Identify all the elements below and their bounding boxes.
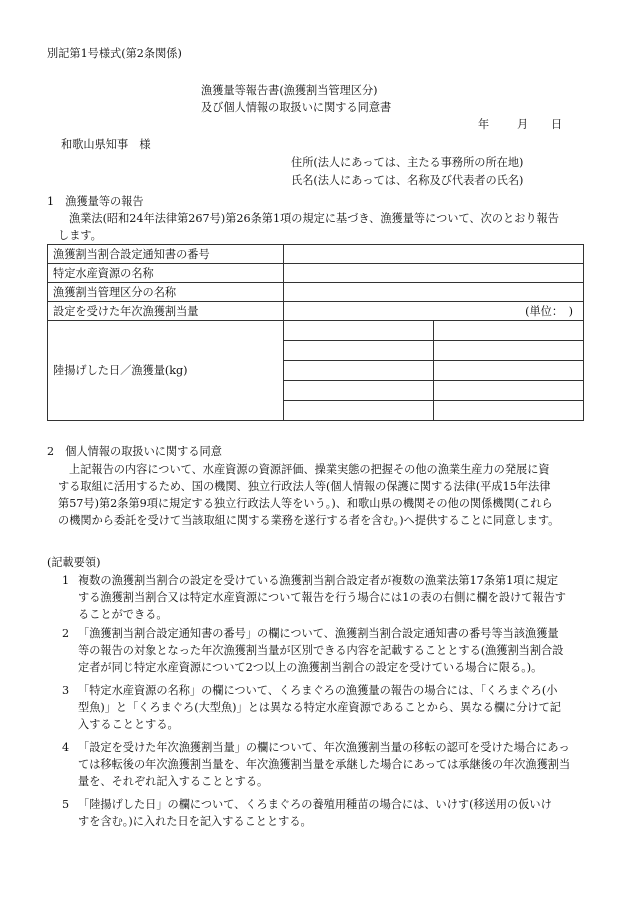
landing-date-field[interactable] bbox=[284, 321, 434, 341]
section1-body-line: します。 bbox=[58, 229, 102, 242]
row-label-annual-quota: 設定を受けた年次漁獲割当量 bbox=[48, 302, 284, 321]
title-line-1: 漁獲量等報告書(漁獲割当管理区分) bbox=[201, 84, 378, 97]
landing-date-field[interactable] bbox=[284, 361, 434, 381]
form-label: 別記第1号様式(第2条関係) bbox=[47, 47, 182, 60]
table-row bbox=[48, 264, 584, 283]
row-label-resource-name: 特定水産資源の名称 bbox=[48, 264, 284, 283]
table-row bbox=[48, 245, 584, 264]
name-label: 氏名(法人にあっては、名称及び代表者の氏名) bbox=[291, 174, 524, 187]
note-number: 5 bbox=[62, 798, 70, 811]
catch-amount-field[interactable] bbox=[434, 381, 584, 401]
table-row bbox=[48, 302, 584, 321]
notice-number-field[interactable] bbox=[284, 245, 584, 264]
management-unit-field[interactable] bbox=[284, 283, 584, 302]
date-month: 月 bbox=[517, 118, 529, 131]
note-line: する漁獲割当割合又は特定水産資源について報告を行う場合には1の表の右側に欄を設けて報告す bbox=[78, 591, 566, 604]
note-line: 「陸揚げした日」の欄について、くろまぐろの養殖用種苗の場合には、いけす(移送用の仮いけ bbox=[78, 798, 552, 811]
note-line: 「設定を受けた年次漁獲割当量」の欄について、年次漁獲割当量の移転の認可を受けた場合にあっ bbox=[78, 741, 570, 754]
note-line: 入することとする。 bbox=[78, 718, 179, 731]
section2-body-line: する取組に活用するため、国の機関、独立行政法人等(個人情報の保護に関する法律(平成15年法律 bbox=[58, 480, 551, 493]
note-line: ることができる。 bbox=[78, 608, 168, 621]
section1-body bbox=[47, 210, 559, 244]
row-label-management-unit: 漁獲割当管理区分の名称 bbox=[48, 283, 284, 302]
section2-body-line: 上記報告の内容について、水産資源の資源評価、操業実態の把握その他の漁業生産力の発展に資 bbox=[69, 463, 550, 476]
section2-body-line: の機関から委託を受けて当該取組に関する業務を遂行する者を含む。)へ提供することに同意します。 bbox=[58, 514, 560, 527]
table-row bbox=[48, 283, 584, 302]
note-number: 4 bbox=[62, 741, 70, 754]
landing-date-field[interactable] bbox=[284, 381, 434, 401]
note-line: ては移転後の年次漁獲割当量を、年次漁獲割当量を承継した場合にあっては承継後の年次漁獲割当 bbox=[78, 758, 571, 771]
title-line-2: 及び個人情報の取扱いに関する同意書 bbox=[201, 101, 392, 114]
address-label: 住所(法人にあっては、主たる事務所の所在地) bbox=[291, 156, 524, 169]
catch-amount-field[interactable] bbox=[434, 321, 584, 341]
row-label-notice-number: 漁獲割当割合設定通知書の番号 bbox=[48, 245, 284, 264]
note-line: 型魚)」と「くろまぐろ(大型魚)」とは異なる特定水産資源であることから、異なる欄に分けて記 bbox=[78, 701, 561, 714]
note-line: 定者が同じ特定水産資源について2つ以上の漁獲割当割合の設定を受けている場合に限る。)。 bbox=[78, 661, 543, 674]
annual-quota-unit[interactable]: (単位： ) bbox=[284, 302, 584, 321]
section2-body-line: 第57号)第2条第9項に規定する独立行政法人等をいう。)、和歌山県の機関その他の関係機関(これら bbox=[58, 497, 553, 510]
note-number: 2 bbox=[62, 627, 70, 640]
date-year: 年 bbox=[478, 118, 490, 131]
landing-date-field[interactable] bbox=[284, 401, 434, 421]
landing-date-field[interactable] bbox=[284, 341, 434, 361]
note-line: 等の報告の対象となった年次漁獲割当量が区別できる内容を記載することとする(漁獲割当割合設 bbox=[78, 644, 564, 657]
addressee: 和歌山県知事 様 bbox=[61, 138, 151, 151]
report-table bbox=[47, 244, 584, 421]
note-line: すを含む。)に入れた日を記入することとする。 bbox=[78, 815, 312, 828]
note-line: 量を、それぞれ記入することとする。 bbox=[78, 775, 269, 788]
date-day: 日 bbox=[551, 118, 563, 131]
note-line: 「漁獲割当割合設定通知書の番号」の欄について、漁獲割当割合設定通知書の番号等当該漁獲量 bbox=[78, 627, 559, 640]
note-number: 3 bbox=[62, 684, 70, 697]
catch-amount-field[interactable] bbox=[434, 401, 584, 421]
note-line: 複数の漁獲割当割合の設定を受けている漁獲割当割合設定者が複数の漁業法第17条第1項に規定 bbox=[78, 574, 559, 587]
section1-heading: 1 漁獲量等の報告 bbox=[47, 195, 144, 208]
section2-heading: 2 個人情報の取扱いに関する同意 bbox=[47, 445, 222, 458]
landing-label: 陸揚げした日／漁獲量(kg) bbox=[48, 321, 284, 421]
section2-body bbox=[47, 461, 559, 529]
table-row bbox=[48, 321, 584, 341]
section1-body-line: 漁業法(昭和24年法律第267号)第26条第1項の規定に基づき、漁獲量等について、次のとおり報告 bbox=[69, 212, 559, 225]
resource-name-field[interactable] bbox=[284, 264, 584, 283]
note-line: 「特定水産資源の名称」の欄について、くろまぐろの漁獲量の報告の場合には、「くろまぐろ(小 bbox=[78, 684, 558, 697]
note-number: 1 bbox=[62, 574, 70, 587]
catch-amount-field[interactable] bbox=[434, 361, 584, 381]
catch-amount-field[interactable] bbox=[434, 341, 584, 361]
notes-heading: (記載要領) bbox=[47, 556, 101, 569]
